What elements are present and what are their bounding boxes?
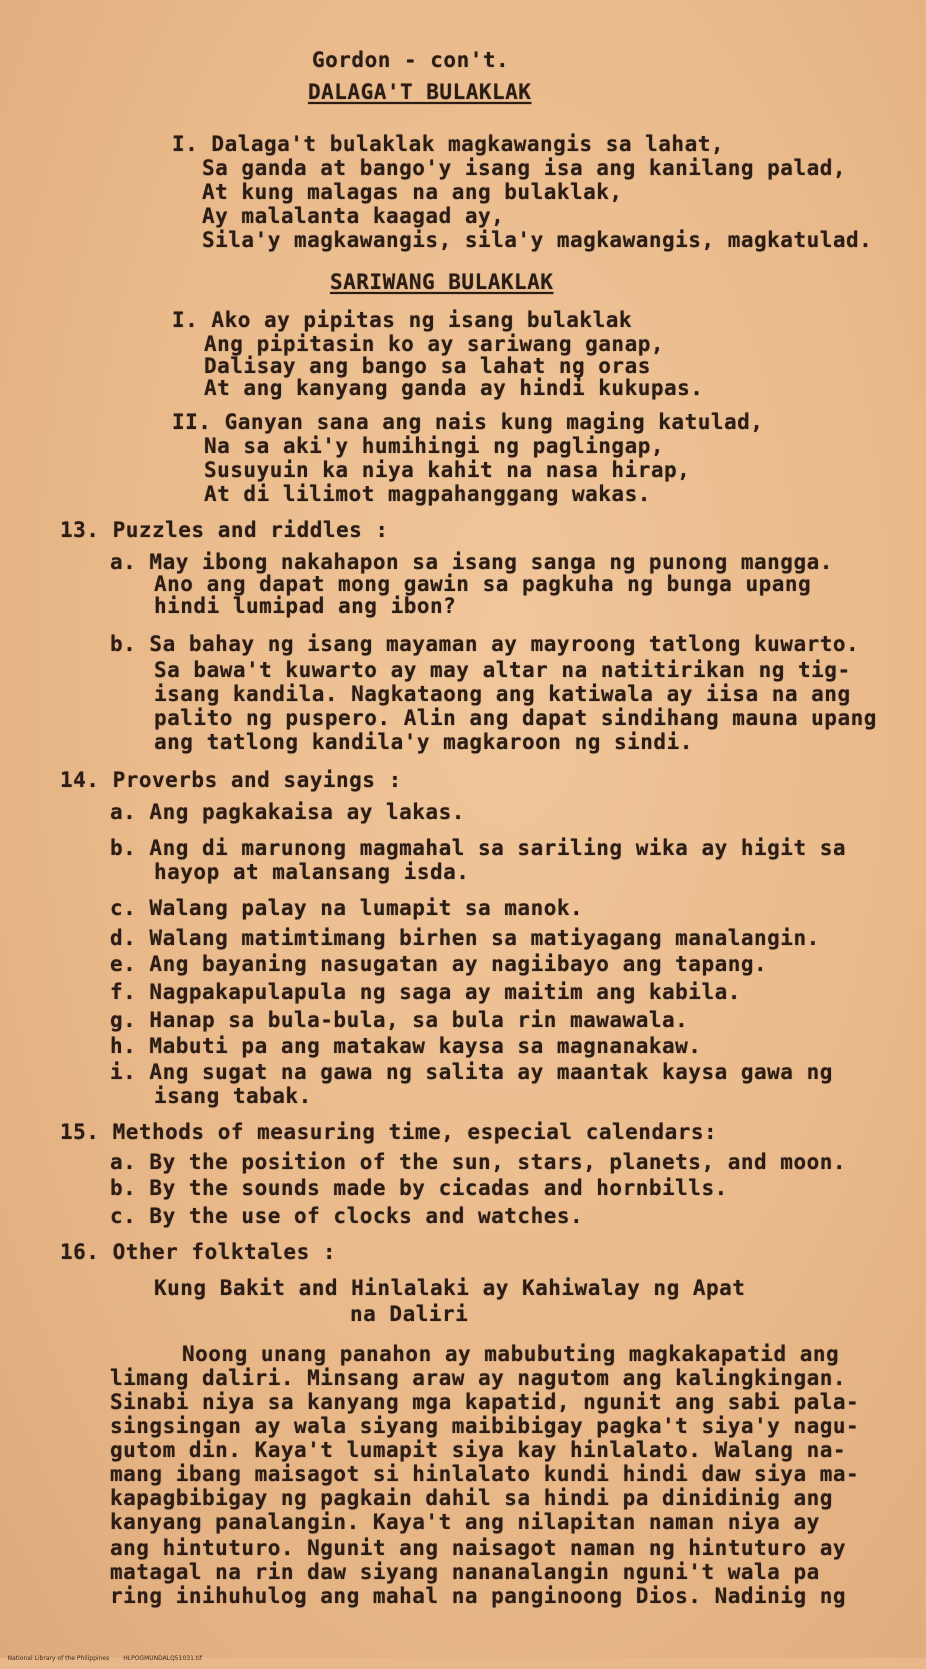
riddle-line: Ano ang dapat mong gawin sa pagkuha ng bunga upang: [154, 572, 812, 596]
proverb-line: h. Mabuti pa ang matakaw kaysa sa magnanakaw.: [110, 1034, 702, 1058]
proverb-line: isang tabak.: [154, 1084, 312, 1108]
folktale-paragraph-line: kapagbibigay ng pagkain dahil sa hindi pa dinidinig ang: [110, 1486, 833, 1510]
folktale-paragraph-line: limang daliri. Minsang araw ay nagutom ang kalingkingan.: [110, 1366, 847, 1390]
folktale-paragraph-line: gutom din. Kaya't lumapit siya kay hinlalato. Walang na-: [110, 1438, 847, 1462]
folktale-paragraph-line: kanyang panalangin. Kaya't ang nilapitan naman niya ay: [110, 1510, 820, 1534]
song-line: At ang kanyang ganda ay hindi kukupas.: [204, 376, 704, 400]
file-name: HLPOGMUNDALQ51031.tif: [123, 1655, 202, 1662]
page-header: Gordon - con't.: [312, 48, 510, 72]
proverb-line: e. Ang bayaning nasugatan ay nagiibayo ang tapang.: [110, 952, 768, 976]
library-label: National Library of the Philippines: [7, 1655, 110, 1662]
proverb-line: g. Hanap sa bula-bula, sa bula rin mawawala.: [110, 1008, 689, 1032]
time-method-line: b. By the sounds made by cicadas and hornbills.: [110, 1176, 728, 1200]
song-line: Sa ganda at bango'y isang isa ang kanilang palad,: [202, 156, 847, 180]
proverb-line: d. Walang matimtimang birhen sa matiyagang manalangin.: [110, 926, 820, 950]
song-line: Ang pipitasin ko ay sariwang ganap,: [204, 332, 665, 356]
song-line: I. Ako ay pipitas ng isang bulaklak: [172, 308, 633, 332]
proverb-line: f. Nagpakapulapula ng saga ay maitim ang kabila.: [110, 980, 741, 1004]
song-title-dalagat-bulaklak: DALAGA'T BULAKLAK: [308, 80, 532, 104]
section-heading-15: 15. Methods of measuring time, especial calendars:: [60, 1120, 718, 1144]
song-line: I. Dalaga't bulaklak magkawangis sa lahat,: [172, 132, 725, 156]
song-line: Na sa aki'y humihingi ng paglingap,: [204, 434, 665, 458]
riddle-line: isang kandila. Nagkataong ang katiwala ay iisa na ang: [154, 682, 851, 706]
song-line: Ay malalanta kaagad ay,: [202, 204, 505, 228]
riddle-line: palito ng puspero. Alin ang dapat sindihang mauna upang: [154, 706, 877, 730]
section-heading-14: 14. Proverbs and sayings :: [60, 768, 402, 792]
folktale-paragraph-line: Noong unang panahon ay mabubuting magkakapatid ang: [182, 1342, 840, 1366]
riddle-line: Sa bawa't kuwarto ay may altar na natitirikan ng tig-: [154, 658, 851, 682]
scan-footer: [0, 1648, 216, 1669]
time-method-line: c. By the use of clocks and watches.: [110, 1204, 584, 1228]
song-line: Dalisay ang bango sa lahat ng oras: [204, 354, 651, 378]
folktale-paragraph-line: ang hintuturo. Ngunit ang naisagot naman ng hintuturo ay: [110, 1536, 847, 1560]
riddle-line: a. May ibong nakahapon sa isang sanga ng punong mangga.: [110, 550, 833, 574]
song-line: II. Ganyan sana ang nais kung maging katulad,: [172, 410, 764, 434]
section-heading-13: 13. Puzzles and riddles :: [60, 518, 389, 542]
riddle-line: b. Sa bahay ng isang mayaman ay mayroong tatlong kuwarto.: [110, 632, 860, 656]
proverb-line: b. Ang di marunong magmahal sa sariling wika ay higit sa: [110, 836, 847, 860]
song-title-sariwang-bulaklak: SARIWANG BULAKLAK: [330, 270, 554, 294]
folktale-paragraph-line: matagal na rin daw siyang nananalangin nguni't wala pa: [110, 1560, 820, 1584]
folktale-title: na Daliri: [350, 1302, 469, 1326]
folktale-paragraph-line: ring inihuhulog ang mahal na panginoong Dios. Nadinig ng: [110, 1584, 847, 1608]
song-line: At di lilimot magpahanggang wakas.: [204, 482, 651, 506]
folktale-paragraph-line: singsingan ay wala siyang maibibigay pagka't siya'y nagu-: [110, 1414, 860, 1438]
proverb-line: c. Walang palay na lumapit sa manok.: [110, 896, 584, 920]
song-line: Susuyuin ka niya kahit na nasa hirap,: [204, 458, 691, 482]
proverb-line: hayop at malansang isda.: [154, 860, 470, 884]
proverb-line: i. Ang sugat na gawa ng salita ay maantak kaysa gawa ng: [110, 1060, 833, 1084]
section-heading-16: 16. Other folktales :: [60, 1240, 337, 1264]
riddle-line: ang tatlong kandila'y magkaroon ng sindi.: [154, 730, 693, 754]
song-line: Sila'y magkawangis, sila'y magkawangis, magkatulad.: [202, 228, 873, 252]
song-line: At kung malagas na ang bulaklak,: [202, 180, 623, 204]
proverb-line: a. Ang pagkakaisa ay lakas.: [110, 800, 465, 824]
folktale-paragraph-line: Sinabi niya sa kanyang mga kapatid, ngunit ang sabi pala-: [110, 1390, 860, 1414]
time-method-line: a. By the position of the sun, stars, planets, and moon.: [110, 1150, 847, 1174]
riddle-line: hindi lumipad ang ibon?: [154, 594, 457, 618]
folktale-paragraph-line: mang ibang maisagot si hinlalato kundi hindi daw siya ma-: [110, 1462, 860, 1486]
folktale-title: Kung Bakit and Hinlalaki ay Kahiwalay ng Apat: [154, 1276, 746, 1300]
